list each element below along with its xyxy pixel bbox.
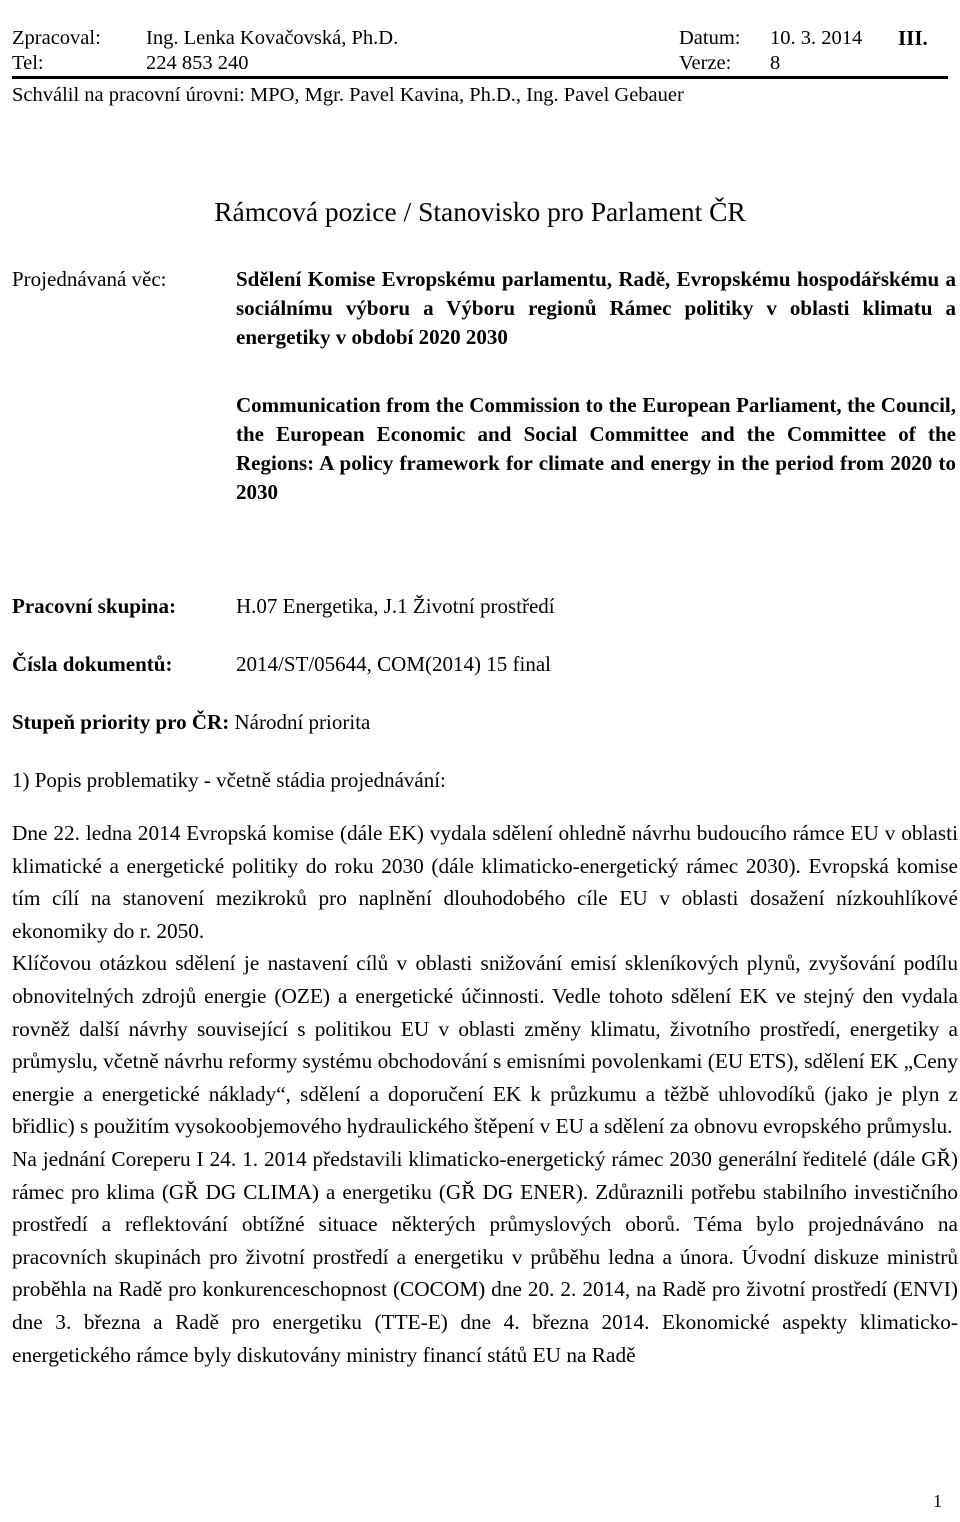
page-title: Rámcová pozice / Stanovisko pro Parlament ČR bbox=[214, 196, 746, 227]
header-prepared-label: Zpracoval: bbox=[12, 27, 101, 49]
header-version-value: 8 bbox=[770, 52, 781, 74]
priority-value: Národní priorita bbox=[234, 710, 371, 734]
priority-line bbox=[12, 708, 370, 737]
header-date-value: 10. 3. 2014 bbox=[770, 27, 863, 49]
doc-numbers-value: 2014/ST/05644, COM(2014) 15 final bbox=[236, 652, 551, 676]
section1-heading: 1) Popis problematiky - včetně stádia projednávání: bbox=[12, 768, 446, 792]
subject-en: Communication from the Commission to the European Parliament, the Council, the European Economic and Social Committee and the Committee of the Regions: A policy framework for climate and energy in the period from 2020 to 2030 bbox=[236, 393, 956, 504]
header-version-label: Verze: bbox=[679, 52, 732, 74]
page-number: 1 bbox=[933, 1491, 942, 1511]
header-date-label: Datum: bbox=[679, 27, 741, 49]
header-prepared-value: Ing. Lenka Kovačovská, Ph.D. bbox=[146, 27, 399, 49]
subject-label: Projednávaná věc: bbox=[12, 267, 167, 291]
working-group-value: H.07 Energetika, J.1 Životní prostředí bbox=[236, 594, 555, 618]
body-paragraph: Dne 22. ledna 2014 Evropská komise (dále EK) vydala sdělení ohledně návrhu budoucího rámce EU v oblasti klimatické a energetické politiky do roku 2030 (dále klimaticko-energetický rámec 2030). Evropská komise tím cílí na stanovení mezikroků pro naplnění dlouhodobého cíle EU v oblasti dosažení nízkouhlíkové ekonomiky do r. 2050. bbox=[12, 821, 958, 943]
working-group-label: Pracovní skupina: bbox=[12, 594, 176, 618]
doc-numbers-label: Čísla dokumentů: bbox=[12, 652, 173, 676]
header-rule bbox=[12, 76, 948, 79]
subject-cz: Sdělení Komise Evropskému parlamentu, Radě, Evropskému hospodářskému a sociálnímu výboru a Výboru regionů Rámec politiky v oblasti klimatu a energetiky v období 2020 2030 bbox=[236, 267, 956, 349]
body-paragraph: Klíčovou otázkou sdělení je nastavení cílů v oblasti snižování emisí skleníkových plynů, zvyšování podílu obnovitelných zdrojů energie (OZE) a energetické účinnosti. Vedle tohoto sdělení EK ve stejný den vydala rovněž další návrhy související s politikou EU v oblasti změny klimatu, životního prostředí, energetiky a průmyslu, včetně návrhu reformy systému obchodování s emisními povolenkami (EU ETS), sdělení EK „Ceny energie a energetické náklady“, sdělení a doporučení EK k průzkumu a těžbě uhlovodíků (jako je plyn z břidlic) s použitím vysokoobjemového hydraulického štěpení v EU a sdělení za obnovu evropského průmyslu. bbox=[12, 951, 958, 1139]
priority-label: Stupeň priority pro ČR: bbox=[12, 710, 230, 734]
body-paragraph: Na jednání Coreperu I 24. 1. 2014 představili klimaticko-energetický rámec 2030 generální ředitelé (dále GŘ) rámec pro klima (GŘ DG CLIMA) a energetiku (GŘ DG ENER). Zdůraznili potřebu stabilního investičního prostředí a reflektování obtížné situace některých průmyslových oborů. Téma bylo projednáváno na pracovních skupinách pro životní prostředí a energetiku v průběhu ledna a února. Úvodní diskuze ministrů proběhla na Radě pro konkurenceschopnost (COCOM) dne 20. 2. 2014, na Radě pro životní prostředí (ENVI) dne 3. března a Radě pro energetiku (TTE-E) dne 4. března 2014. Ekonomické aspekty klimaticko-energetického rámce byly diskutovány ministry financí států EU na Radě bbox=[12, 1146, 958, 1367]
header-approved: Schválil na pracovní úrovni: MPO, Mgr. Pavel Kavina, Ph.D., Ing. Pavel Gebauer bbox=[12, 84, 684, 106]
header-tel-value: 224 853 240 bbox=[146, 52, 249, 74]
body-text bbox=[12, 817, 958, 1371]
header-tel-label: Tel: bbox=[12, 52, 44, 74]
header-roman: III. bbox=[898, 26, 928, 50]
